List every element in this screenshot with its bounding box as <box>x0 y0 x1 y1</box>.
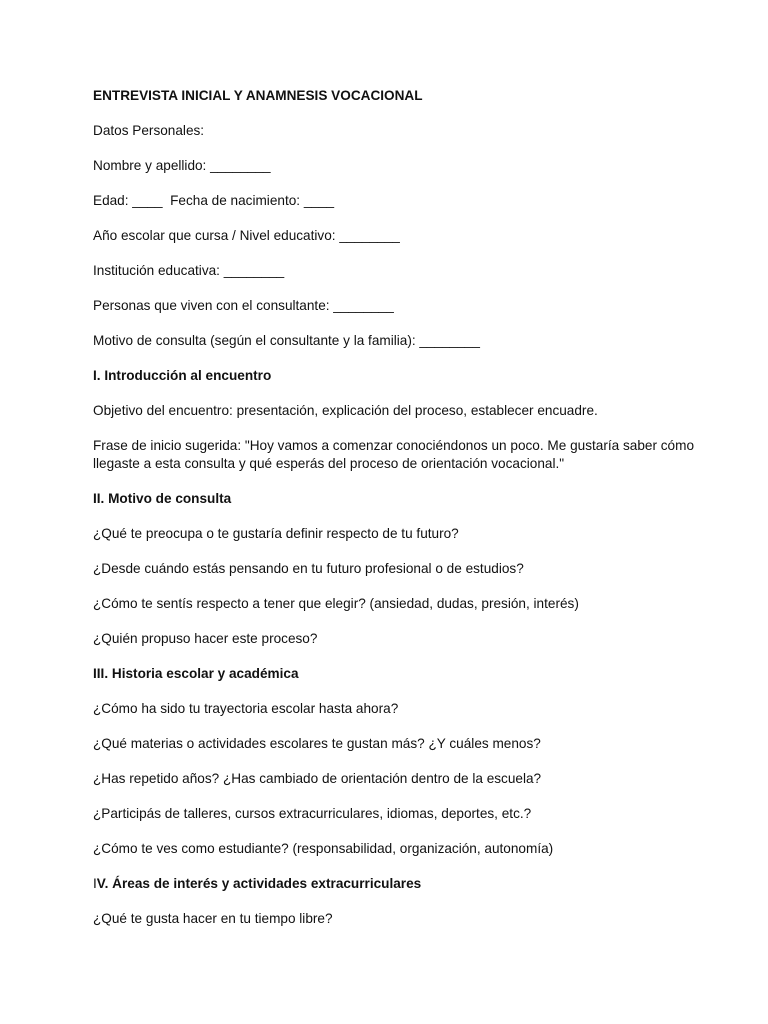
field-age-birthdate: Edad: ____ Fecha de nacimiento: ____ <box>93 193 335 208</box>
field-name: Nombre y apellido: ________ <box>93 158 271 173</box>
question: ¿Cómo ha sido tu trayectoria escolar hasta ahora? <box>93 701 399 716</box>
section-4-heading-rest: V. Áreas de interés y actividades extracurriculares <box>96 876 422 891</box>
question: ¿Desde cuándo estás pensando en tu futuro profesional o de estudios? <box>93 561 524 576</box>
question: ¿Quién propuso hacer este proceso? <box>93 631 318 646</box>
section-1-heading: I. Introducción al encuentro <box>93 368 272 383</box>
field-school-year: Año escolar que cursa / Nivel educativo: ________ <box>93 228 400 243</box>
section-1-phrase: Frase de inicio sugerida: "Hoy vamos a comenzar conociéndonos un poco. Me gustaría saber cómo llegaste a esta consulta y qué esperás del proceso de orientación vocacional." <box>93 438 698 471</box>
section-3-heading: III. Historia escolar y académica <box>93 666 299 681</box>
section-4-heading-prefix: I <box>93 876 97 891</box>
document-title: ENTREVISTA INICIAL Y ANAMNESIS VOCACIONAL <box>93 88 423 103</box>
question: ¿Qué materias o actividades escolares te gustan más? ¿Y cuáles menos? <box>93 736 541 751</box>
personal-data-header: Datos Personales: <box>93 123 205 138</box>
section-1-objective: Objetivo del encuentro: presentación, explicación del proceso, establecer encuadre. <box>93 403 598 418</box>
section-2-heading: II. Motivo de consulta <box>93 491 232 506</box>
field-household: Personas que viven con el consultante: ________ <box>93 298 394 313</box>
question: ¿Cómo te sentís respecto a tener que elegir? (ansiedad, dudas, presión, interés) <box>93 596 579 611</box>
question: ¿Participás de talleres, cursos extracurriculares, idiomas, deportes, etc.? <box>93 806 532 821</box>
question: ¿Has repetido años? ¿Has cambiado de orientación dentro de la escuela? <box>93 771 542 786</box>
section-4-heading <box>93 875 708 893</box>
question: ¿Qué te gusta hacer en tu tiempo libre? <box>93 911 333 926</box>
question: ¿Cómo te ves como estudiante? (responsabilidad, organización, autonomía) <box>93 841 554 856</box>
field-institution: Institución educativa: ________ <box>93 263 285 278</box>
question: ¿Qué te preocupa o te gustaría definir respecto de tu futuro? <box>93 526 459 541</box>
field-consult-reason: Motivo de consulta (según el consultante y la familia): ________ <box>93 333 480 348</box>
